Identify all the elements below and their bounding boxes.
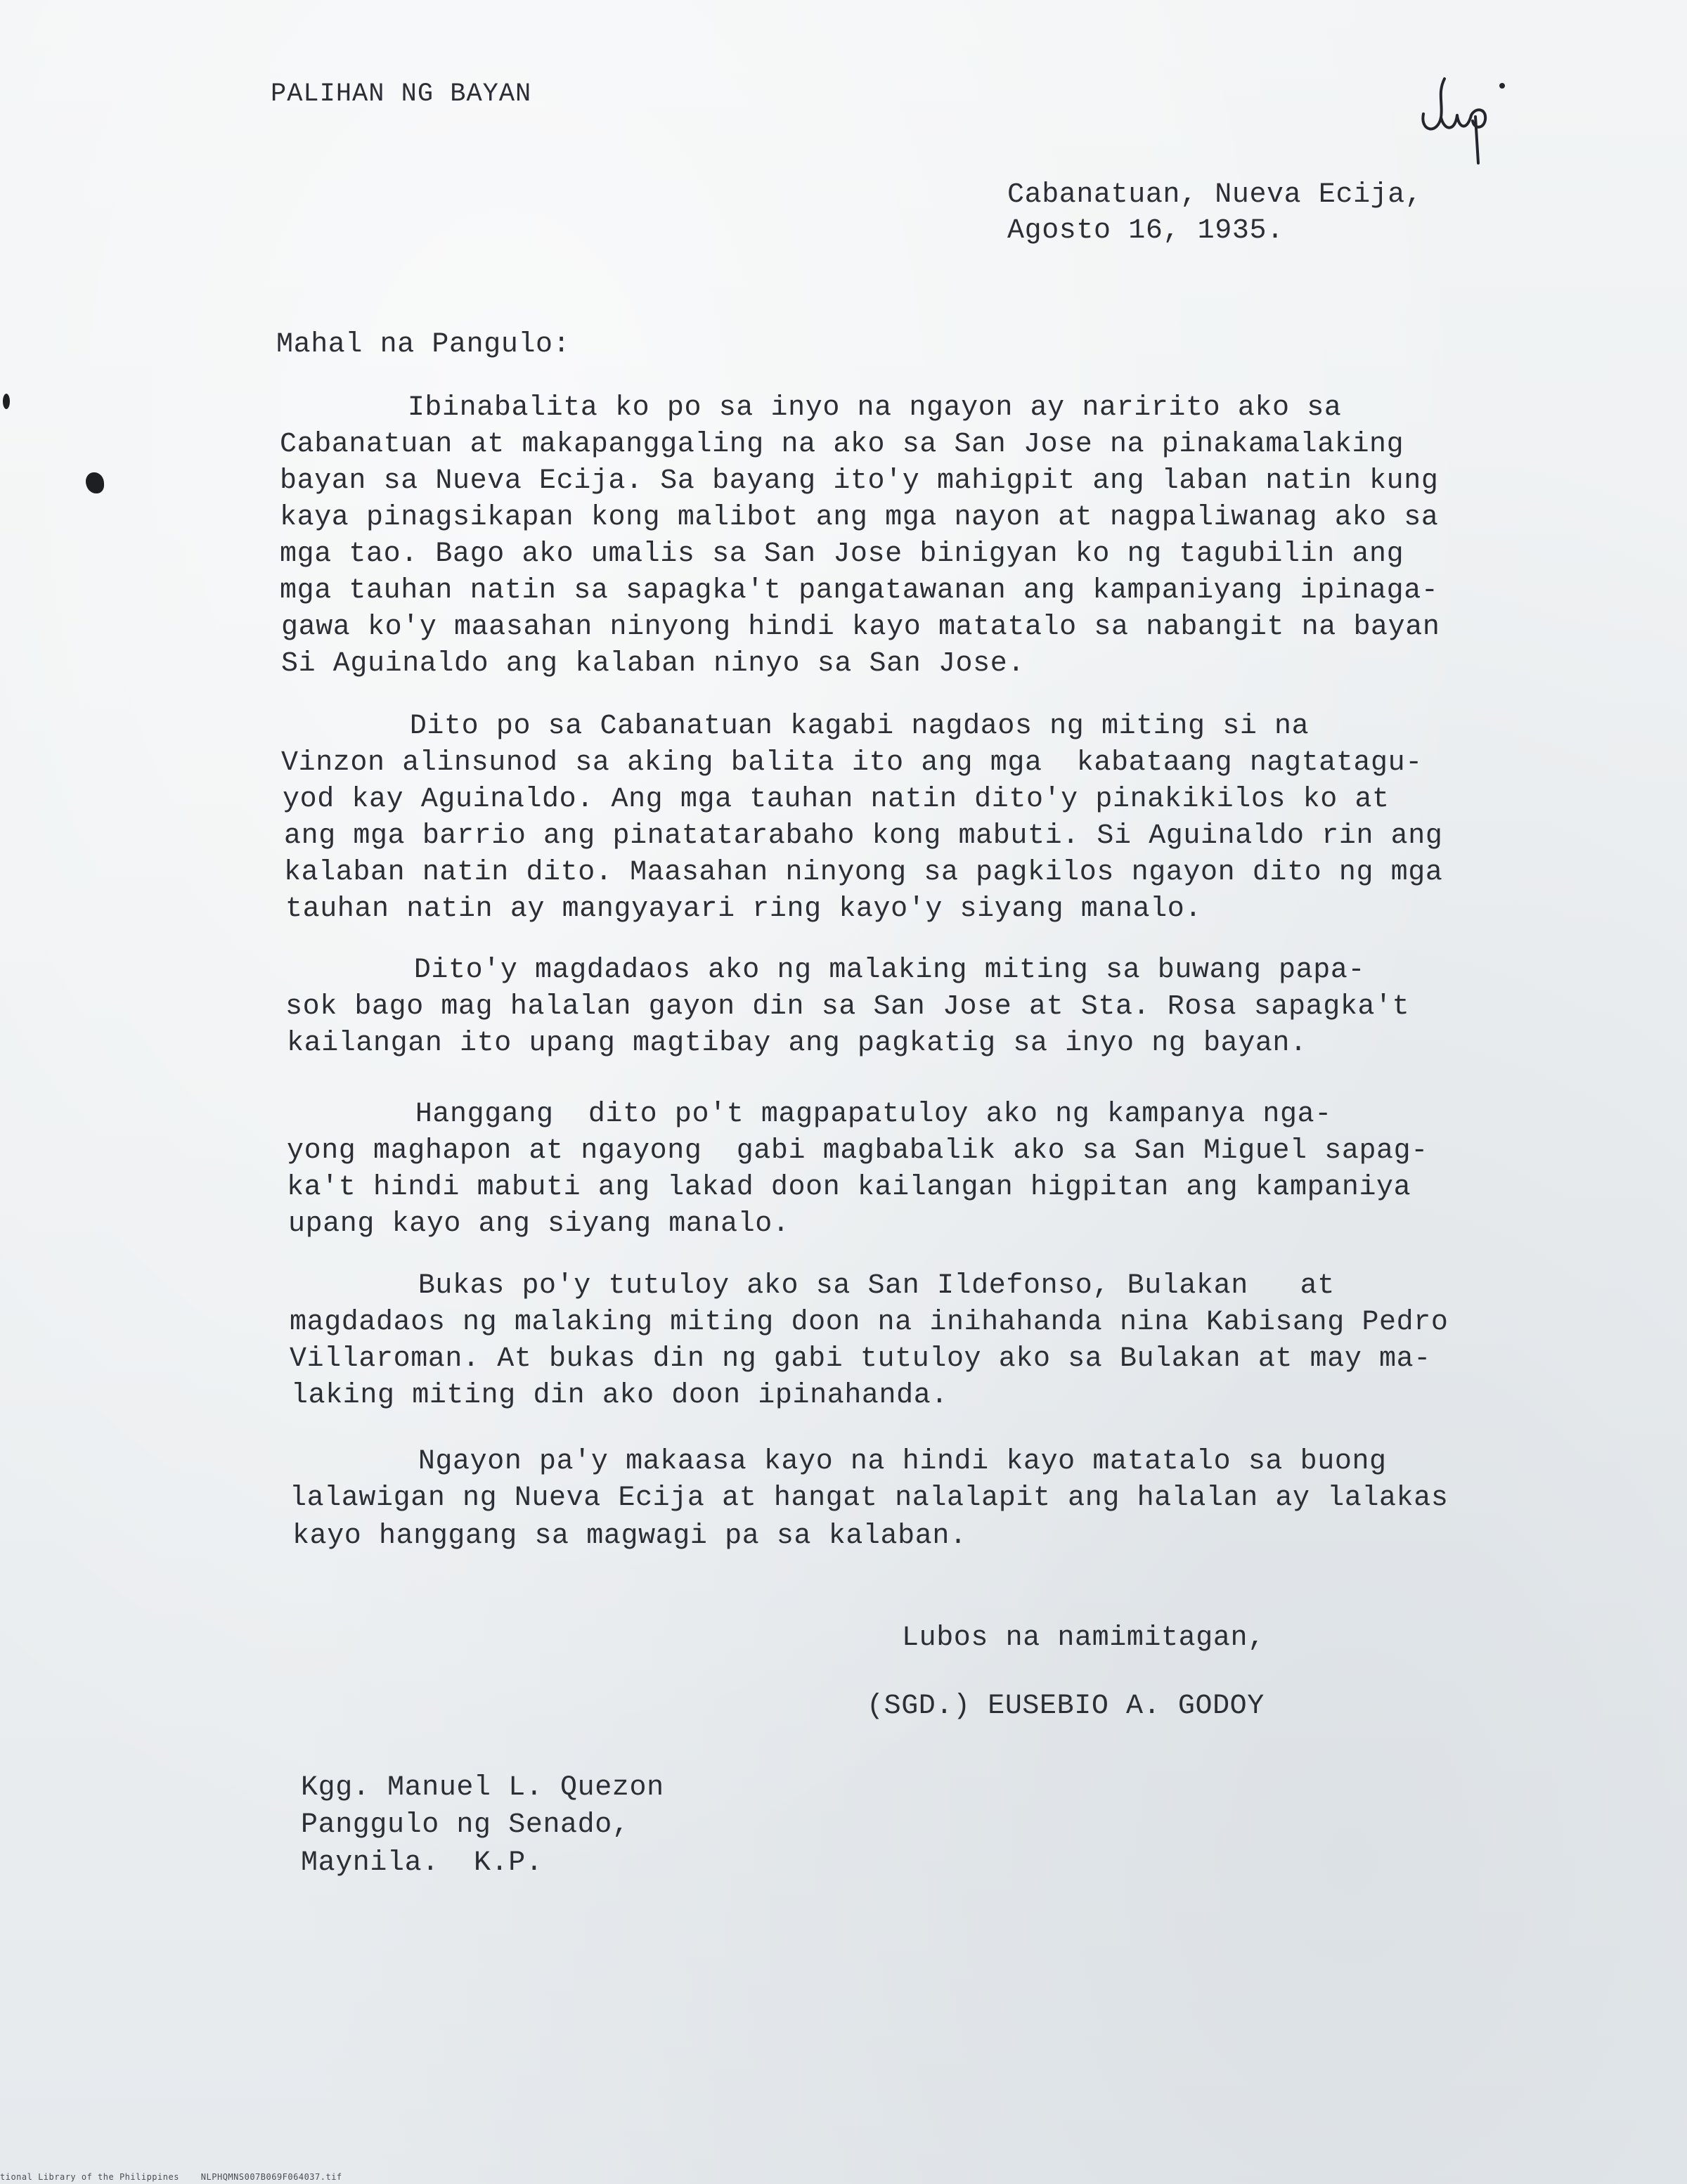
letter-place: Cabanatuan, Nueva Ecija, <box>1007 179 1423 211</box>
body-line: kaya pinagsikapan kong malibot ang mga nayon at nagpaliwanag ako sa <box>280 502 1439 534</box>
body-line: Si Aguinaldo ang kalaban ninyo sa San Jose. <box>281 648 1025 680</box>
letterhead: PALIHAN NG BAYAN <box>271 79 532 109</box>
body-line: Vinzon alinsunod sa aking balita ito ang mga kabataang nagtatagu- <box>281 747 1423 779</box>
body-line: Cabanatuan at makapanggaling na ako sa San Jose na pinakamalaking <box>280 429 1404 460</box>
body-line: Bukas po'y tutuloy ako sa San Ildefonso, Bulakan at <box>280 1270 1335 1302</box>
body-line: sok bago mag halalan gayon din sa San Jose at Sta. Rosa sapagka't <box>285 991 1410 1023</box>
body-line: bayan sa Nueva Ecija. Sa bayang ito'y mahigpit ang laban natin kung <box>280 465 1439 497</box>
body-line: gawa ko'y maasahan ninyong hindi kayo matatalo sa nabangit na bayan <box>281 612 1440 643</box>
body-line: Ibinabalita ko po sa inyo na ngayon ay naririto ako sa <box>269 392 1342 424</box>
body-line: Hanggang dito po't magpapatuloy ako ng kampanya nga- <box>277 1099 1332 1130</box>
archive-footer-caption: tional Library of the Philippines NLPHQMNS007B069F064037.tif <box>0 2172 342 2182</box>
body-line: mga tauhan natin sa sapagka't pangatawanan ang kampaniyang ipinaga- <box>280 575 1439 607</box>
body-line: Dito po sa Cabanatuan kagabi nagdaos ng miting si na <box>271 711 1310 742</box>
body-line: kailangan ito upang magtibay ang pagkatig sa inyo ng bayan. <box>287 1028 1307 1059</box>
addressee-line: Kgg. Manuel L. Quezon <box>301 1772 664 1804</box>
body-line: kalaban natin dito. Maasahan ninyong sa pagkilos ngayon dito ng mga <box>284 857 1443 889</box>
signature-line: (SGD.) EUSEBIO A. GODOY <box>867 1691 1265 1722</box>
punch-hole-mark <box>3 394 10 409</box>
addressee-line: Panggulo ng Senado, <box>301 1809 630 1841</box>
body-line: Ngayon pa'y makaasa kayo na hindi kayo matatalo sa buong <box>280 1446 1387 1478</box>
body-line: ka't hindi mabuti ang lakad doon kailangan higpitan ang kampaniya <box>287 1172 1411 1203</box>
body-line: kayo hanggang sa magwagi pa sa kalaban. <box>292 1520 967 1552</box>
handwritten-annotation <box>1416 65 1515 170</box>
body-line: upang kayo ang siyang manalo. <box>288 1208 790 1240</box>
body-line: Villaroman. At bukas din ng gabi tutuloy ako sa Bulakan at may ma- <box>290 1343 1431 1375</box>
body-line: laking miting din ako doon ipinahanda. <box>291 1380 948 1411</box>
body-line: lalawigan ng Nueva Ecija at hangat nalalapit ang halalan ay lalakas <box>290 1482 1449 1514</box>
body-line: ang mga barrio ang pinatatarabaho kong mabuti. Si Aguinaldo rin ang <box>284 820 1443 852</box>
complimentary-closing: Lubos na namimitagan, <box>902 1622 1265 1654</box>
body-line: mga tao. Bago ako umalis sa San Jose binigyan ko ng tagubilin ang <box>280 538 1404 570</box>
ink-blot-mark <box>86 472 104 493</box>
body-line: yong maghapon at ngayong gabi magbabalik ako sa San Miguel sapag- <box>287 1135 1428 1167</box>
letter-date: Agosto 16, 1935. <box>1007 215 1284 247</box>
body-line: Dito'y magdadaos ako ng malaking miting sa buwang papa- <box>276 955 1366 986</box>
addressee-line: Maynila. K.P. <box>301 1847 543 1879</box>
body-line: magdadaos ng malaking miting doon na inihahanda nina Kabisang Pedro <box>290 1307 1449 1338</box>
body-line: tauhan natin ay mangyayari ring kayo'y siyang manalo. <box>285 893 1203 925</box>
body-line: yod kay Aguinaldo. Ang mga tauhan natin dito'y pinakikilos ko at <box>283 784 1390 815</box>
salutation: Mahal na Pangulo: <box>276 329 571 361</box>
